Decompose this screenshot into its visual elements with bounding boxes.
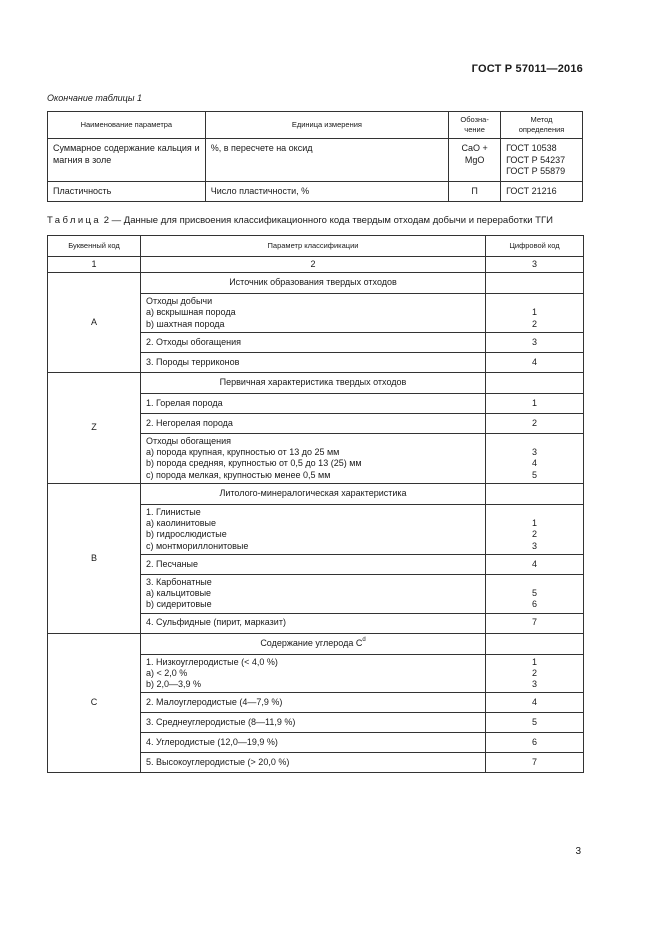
digit-code: 1 — [531, 656, 537, 667]
param-line: a) < 2,0 % — [146, 667, 188, 678]
digit-code-cell — [486, 352, 584, 372]
param-cell — [141, 352, 486, 372]
table2-header-cell: Буквенный код — [48, 236, 141, 257]
symbol-cell: П — [449, 182, 501, 202]
param-line: 4. Углеродистые (12,0—19,9 %) — [146, 737, 278, 748]
param-line: 3. Карбонатные — [146, 576, 212, 587]
param-line: Отходы обогащения — [146, 435, 231, 446]
param-line: b) порода средняя, крупностью от 0,5 до 13 (25) мм — [146, 458, 362, 469]
digit-code-cell — [486, 713, 584, 733]
digit-code: 3 — [531, 447, 537, 457]
param-line: b) шахтная порода — [146, 318, 225, 329]
param-cell — [141, 613, 486, 633]
letter-code-cell: C — [48, 633, 141, 773]
digit-code-cell — [486, 574, 584, 613]
digit-code-cell — [486, 332, 584, 352]
digit-code: 4 — [531, 356, 537, 367]
digit-code: 2 — [531, 417, 537, 428]
section-title-text: Содержание углерода C — [260, 637, 363, 648]
param-cell — [141, 433, 486, 483]
method-cell: ГОСТ 10538 ГОСТ Р 54237 ГОСТ Р 55879 — [501, 139, 583, 182]
table2-header-cell: Параметр классификации — [141, 236, 486, 257]
section-title-row — [48, 483, 584, 504]
digit-code: 1 — [531, 397, 537, 408]
section-title — [141, 483, 486, 504]
digit-code: 2 — [531, 529, 537, 540]
letter-code-cell: B — [48, 483, 141, 633]
symbol-cell: CaO + MgO — [449, 139, 501, 182]
table2-caption-text: 2 — Данные для присвоения классификационного кода твердым отходам добычи и переработки ТГИ — [101, 215, 553, 226]
param-cell — [141, 294, 486, 333]
digit-code: 5 — [531, 588, 537, 598]
param-cell — [141, 413, 486, 433]
digit-code-cell — [486, 654, 584, 693]
digit-code-cell — [486, 733, 584, 753]
param-line: 1. Низкоуглеродистые (< 4,0 %) — [146, 656, 278, 667]
digit-code: 6 — [531, 737, 537, 748]
digit-code: 4 — [531, 697, 537, 708]
param-line: Отходы добычи — [146, 296, 213, 306]
unit-cell: Число пластичности, % — [205, 182, 448, 202]
table2-caption — [47, 215, 553, 226]
digit-code-cell — [486, 393, 584, 413]
param-cell — [141, 393, 486, 413]
table1-header-cell: Обозна- чение — [449, 112, 501, 139]
table-row — [48, 139, 583, 182]
digit-code: 4 — [531, 558, 537, 569]
digit-code: 5 — [531, 717, 537, 728]
empty-code-cell — [486, 273, 584, 294]
section-title — [141, 633, 486, 654]
param-cell — [141, 693, 486, 713]
param-line: a) каолинитовые — [146, 518, 217, 528]
digit-code: 7 — [531, 757, 537, 768]
digit-code: 1 — [531, 518, 537, 528]
table2-caption-label: Таблица — [47, 215, 102, 226]
document-code: ГОСТ Р 57011—2016 — [471, 63, 583, 75]
param-line: 3. Породы терриконов — [146, 356, 240, 367]
page-number: 3 — [575, 846, 581, 857]
section-title-superscript: d — [362, 636, 366, 643]
digit-code: 5 — [531, 469, 537, 480]
section-title-text: Первичная характеристика твердых отходов — [219, 377, 407, 388]
param-line: a) порода крупная, крупностью от 13 до 25 мм — [146, 447, 340, 457]
section-title — [141, 273, 486, 294]
table1-header-cell: Наименование параметра — [48, 112, 206, 139]
param-line: 1. Горелая порода — [146, 397, 223, 408]
param-cell — [141, 733, 486, 753]
table1-header-row — [48, 112, 583, 139]
section-title-text: Источник образования твердых отходов — [229, 277, 397, 288]
param-line: b) сидеритовые — [146, 599, 212, 610]
param-line: 4. Сульфидные (пирит, марказит) — [146, 617, 286, 628]
empty-code-cell — [486, 372, 584, 393]
digit-code: 3 — [531, 679, 537, 689]
param-cell — [141, 753, 486, 773]
digit-code-cell — [486, 753, 584, 773]
param-line: b) 2,0—3,9 % — [146, 679, 202, 689]
param-line: 5. Высокоуглеродистые (> 20,0 %) — [146, 757, 290, 768]
param-line: 2. Отходы обогащения — [146, 336, 241, 347]
column-number: 1 — [48, 257, 141, 273]
table2-body — [48, 273, 584, 773]
section-title-row — [48, 633, 584, 654]
digit-code: 4 — [531, 458, 537, 469]
param-line: 2. Песчаные — [146, 558, 199, 569]
param-line: 2. Негорелая порода — [146, 417, 233, 428]
section-title-row — [48, 372, 584, 393]
param-line: 2. Малоуглеродистые (4—7,9 %) — [146, 697, 283, 708]
param-line: b) гидрослюдистые — [146, 529, 227, 540]
param-line: a) вскрышная порода — [146, 307, 236, 318]
digit-code-cell — [486, 554, 584, 574]
digit-code: 3 — [531, 336, 537, 347]
digit-code: 3 — [531, 540, 537, 551]
empty-code-cell — [486, 633, 584, 654]
param-cell: Пластичность — [48, 182, 206, 202]
param-line: c) монтмориллонитовые — [146, 540, 249, 551]
param-line: 3. Среднеуглеродистые (8—11,9 %) — [146, 717, 296, 728]
letter-code-cell: A — [48, 273, 141, 373]
param-cell — [141, 504, 486, 554]
param-line: a) кальцитовые — [146, 588, 212, 598]
table2-column-number-row — [48, 257, 584, 273]
method-cell: ГОСТ 21216 — [501, 182, 583, 202]
column-number: 3 — [486, 257, 584, 273]
digit-code: 2 — [531, 667, 537, 678]
table1-caption: Окончание таблицы 1 — [47, 93, 142, 103]
param-cell — [141, 654, 486, 693]
param-cell — [141, 554, 486, 574]
column-number: 2 — [141, 257, 486, 273]
digit-code: 2 — [531, 318, 537, 329]
digit-code-cell — [486, 693, 584, 713]
section-title-row — [48, 273, 584, 294]
param-line: 1. Глинистые — [146, 506, 201, 517]
param-cell — [141, 574, 486, 613]
section-title-text: Литолого-минералогическая характеристика — [219, 488, 407, 499]
table-row — [48, 182, 583, 202]
table1-header-cell: Метод определения — [501, 112, 583, 139]
digit-code-cell — [486, 613, 584, 633]
empty-code-cell — [486, 483, 584, 504]
letter-code-cell: Z — [48, 372, 141, 483]
digit-code-cell — [486, 294, 584, 333]
digit-code: 7 — [531, 617, 537, 628]
table1-header-cell: Единица измерения — [205, 112, 448, 139]
digit-code: 6 — [531, 599, 537, 610]
table2-header-cell: Цифровой код — [486, 236, 584, 257]
param-cell — [141, 332, 486, 352]
digit-code-cell — [486, 504, 584, 554]
param-cell: Суммарное содержание кальция и магния в золе — [48, 139, 206, 182]
table2 — [47, 235, 584, 773]
unit-cell: %, в пересчете на оксид — [205, 139, 448, 182]
digit-code-cell — [486, 433, 584, 483]
param-line: c) порода мелкая, крупностью менее 0,5 мм — [146, 469, 331, 480]
digit-code-cell — [486, 413, 584, 433]
table1 — [47, 111, 583, 202]
param-cell — [141, 713, 486, 733]
table2-header-row — [48, 236, 584, 257]
section-title — [141, 372, 486, 393]
digit-code: 1 — [531, 307, 537, 318]
